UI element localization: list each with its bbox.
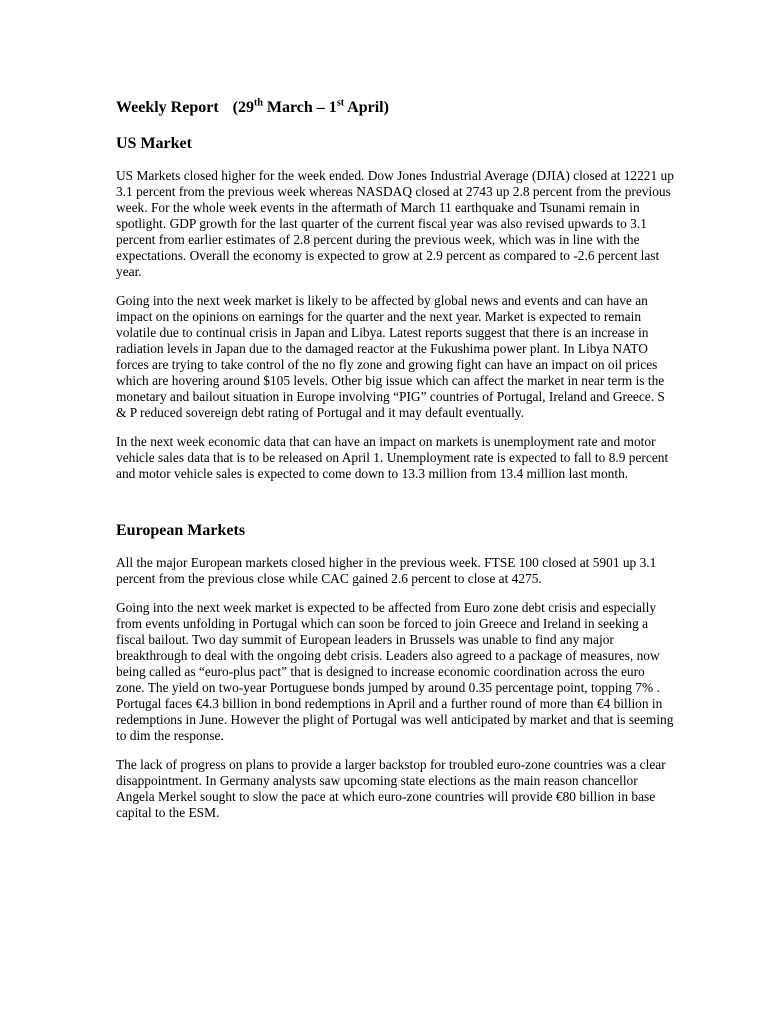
report-title-sup-st: st	[336, 97, 345, 109]
european-markets-paragraph-1: All the major European markets closed higher in the previous week. FTSE 100 closed at 5901 up 3.1 percent from the previous close while CAC gained 2.6 percent to close at 4275.	[116, 555, 657, 586]
us-market-paragraph-3: In the next week economic data that can have an impact on markets is unemployment rate and motor vehicle sales data that is to be released on April 1. Unemployment rate is expected to fall to 8.9 percent and motor vehicle sales is expected to come down to 13.3 million from 13.4 million last month.	[116, 434, 669, 481]
report-title-mid: March – 1	[262, 99, 337, 116]
us-market-heading: US Market	[116, 135, 192, 152]
report-title	[116, 98, 676, 118]
european-markets-paragraph-2: Going into the next week market is expected to be affected from Euro zone debt crisis and especially from events unfolding in Portugal which can soon be forced to join Greece and Ireland in seeking a fiscal bailout. Two day summit of European leaders in Brussels was unable to find any major breakthrough to deal with the ongoing debt crisis. Leaders also agreed to a package of measures, now being called as “euro-plus pact” that is designed to increase economic coordination across the euro zone. The yield on two-year Portuguese bonds jumped by around 0.35 percentage point, topping 7% . Portugal faces €4.3 billion in bond redemptions in April and a further round of more than €4 billion in redemptions in June. However the plight of Portugal was well anticipated by market and that is seeming to dim the response.	[116, 600, 674, 743]
report-title-prefix: Weekly Report	[116, 99, 219, 116]
report-title-sup-th: th	[253, 97, 263, 109]
us-market-paragraph-2: Going into the next week market is likely to be affected by global news and events and can have an impact on the opinions on earnings for the quarter and the next year. Market is expected to remain volatile due to continual crisis in Japan and Libya. Latest reports suggest that there is an increase in radiation levels in Japan due to the damaged reactor at the Fukushima power plant. In Libya NATO forces are trying to take control of the no fly zone and growing fight can have an impact on oil prices which are hovering around $105 levels. Other big issue which can affect the market in near term is the monetary and bailout situation in Europe involving “PIG” countries of Portugal, Ireland and Greece. S & P reduced sovereign debt rating of Portugal and it may default eventually.	[116, 293, 665, 420]
european-markets-paragraph-3: The lack of progress on plans to provide a larger backstop for troubled euro-zone countries was a clear disappointment. In Germany analysts saw upcoming state elections as the main reason chancellor Angela Merkel sought to slow the pace at which euro-zone countries will provide €80 billion in base capital to the ESM.	[116, 757, 666, 820]
report-title-close: April)	[344, 99, 389, 116]
section-spacer	[116, 495, 676, 521]
european-markets-heading: European Markets	[116, 522, 246, 539]
us-market-paragraph-1: US Markets closed higher for the week ended. Dow Jones Industrial Average (DJIA) closed at 12221 up 3.1 percent from the previous week whereas NASDAQ closed at 2743 up 2.8 percent from the previous week. For the whole week events in the aftermath of March 11 earthquake and Tsunami remain in spotlight. GDP growth for the last quarter of the current fiscal year was also revised upwards to 3.1 percent from earlier estimates of 2.8 percent during the previous week, which was in line with the expectations. Overall the economy is expected to grow at 2.9 percent as compared to -2.6 percent last year.	[116, 168, 674, 279]
report-title-open: (29	[232, 99, 254, 116]
document-page	[116, 98, 676, 834]
